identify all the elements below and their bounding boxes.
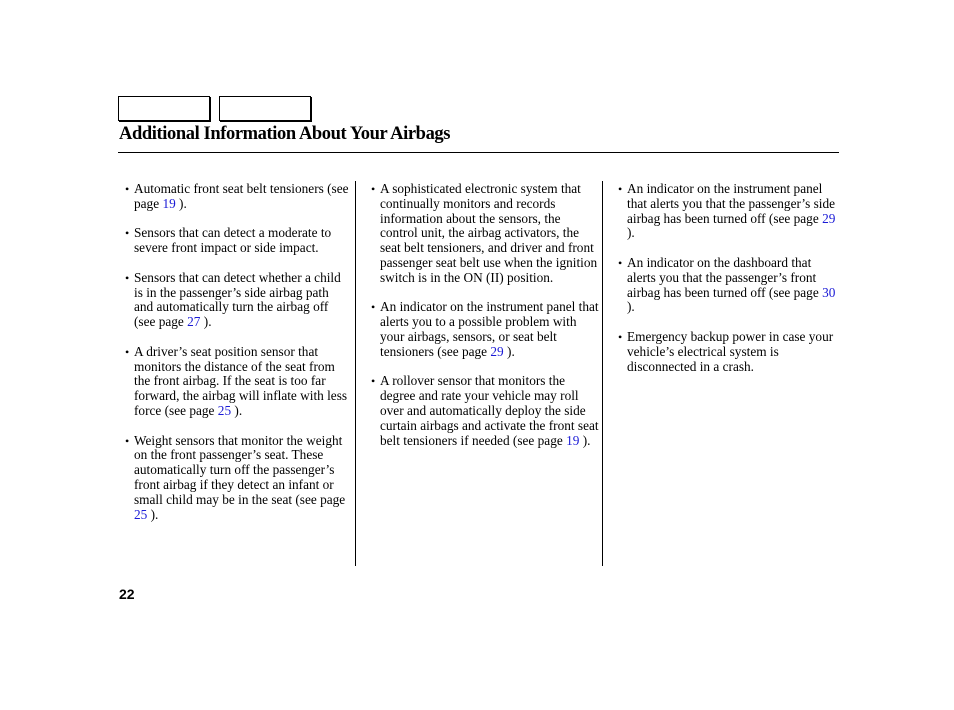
bullet-text-tail: ).: [579, 432, 591, 448]
page-reference-link[interactable]: 19: [566, 432, 580, 448]
page-title: Additional Information About Your Airbags: [119, 124, 451, 144]
bullet-item: [125, 434, 350, 523]
column-1: [125, 182, 350, 537]
bullet-text: An indicator on the dashboard that alerts you that the passenger’s front airbag has been turned off (see page: [627, 254, 823, 300]
bullet-text-tail: ).: [627, 299, 635, 315]
bullet-icon: •: [125, 270, 130, 285]
bullet-icon: •: [618, 329, 623, 344]
bullet-text: An indicator on the instrument panel that alerts you to a possible problem with your airbags, sensors, or seat belt tensioners (see page: [380, 299, 599, 359]
page-reference-link[interactable]: 25: [217, 402, 232, 418]
bullet-text-tail: ).: [147, 506, 159, 522]
page-reference-link[interactable]: 19: [162, 195, 176, 211]
bullet-text: A rollover sensor that monitors the degree and rate your vehicle may roll over and automatically deploy the side curtain airbags and activate the front seat belt tensioners if needed (see page: [380, 373, 599, 448]
page-reference-link[interactable]: 25: [134, 506, 148, 522]
page-reference-link[interactable]: 27: [187, 314, 201, 330]
bullet-text-tail: ).: [175, 195, 187, 211]
bullet-text: A sophisticated electronic system that continually monitors and records information about the sensors, the control unit, the airbag activators, the seat belt tensioners, and driver and front passenger seat belt use when the ignition switch is in the ON (II) position.: [380, 181, 598, 285]
bullet-text: An indicator on the instrument panel that alerts you that the passenger’s side airbag has been turned off (see page: [627, 181, 836, 226]
page-reference-link[interactable]: 30: [822, 284, 836, 300]
column-3: [618, 182, 843, 389]
bullet-item: [618, 256, 843, 315]
bullet-text: Sensors that can detect a moderate to severe front impact or side impact.: [134, 225, 332, 256]
bullet-item: [371, 182, 599, 286]
bullet-icon: •: [371, 374, 376, 389]
bullet-item: [125, 182, 350, 212]
bullet-icon: •: [125, 433, 130, 448]
bullet-icon: •: [371, 300, 376, 315]
bullet-icon: •: [125, 182, 130, 196]
bullet-text-tail: ).: [200, 314, 212, 330]
bullet-text: Weight sensors that monitor the weight on the front passenger’s seat. These automatically turn off the passenger’s front airbag if they detect an infant or small child may be in the seat (see page: [134, 432, 346, 507]
bullet-text: Sensors that can detect whether a child is in the passenger’s side airbag path and automatically turn the airbag off (see page: [134, 269, 341, 330]
nav-button-main-menu[interactable]: [118, 96, 210, 121]
bullet-item: [125, 345, 350, 419]
title-divider: [118, 152, 839, 153]
bullet-icon: •: [125, 344, 130, 359]
page-number: 22: [119, 586, 135, 602]
bullet-item: [618, 182, 843, 241]
column-divider-1: [355, 181, 356, 566]
page-reference-link[interactable]: 29: [490, 343, 504, 359]
bullet-icon: •: [125, 226, 130, 241]
column-divider-2: [602, 181, 603, 566]
bullet-item: [371, 300, 599, 359]
bullet-text-tail: ).: [503, 343, 515, 359]
bullet-item: [618, 330, 843, 374]
bullet-text: Emergency backup power in case your vehicle’s electrical system is disconnected in a crash.: [627, 328, 834, 374]
bullet-text: A driver’s seat position sensor that monitors the distance of the seat from the front airbag. If the seat is too far forward, the airbag will inflate with less force (see page: [134, 343, 348, 418]
bullet-icon: •: [618, 255, 623, 270]
page-reference-link[interactable]: 29: [822, 210, 836, 226]
bullet-item: [125, 226, 350, 256]
bullet-item: [125, 271, 350, 330]
bullet-text-tail: ).: [627, 225, 635, 241]
bullet-item: [371, 374, 599, 448]
bullet-icon: •: [371, 182, 376, 196]
nav-button-table-of-contents[interactable]: [219, 96, 311, 121]
bullet-text-tail: ).: [231, 402, 243, 418]
column-2: [371, 182, 599, 463]
bullet-icon: •: [618, 182, 623, 196]
bullet-text: Automatic front seat belt tensioners (see page: [134, 181, 349, 211]
